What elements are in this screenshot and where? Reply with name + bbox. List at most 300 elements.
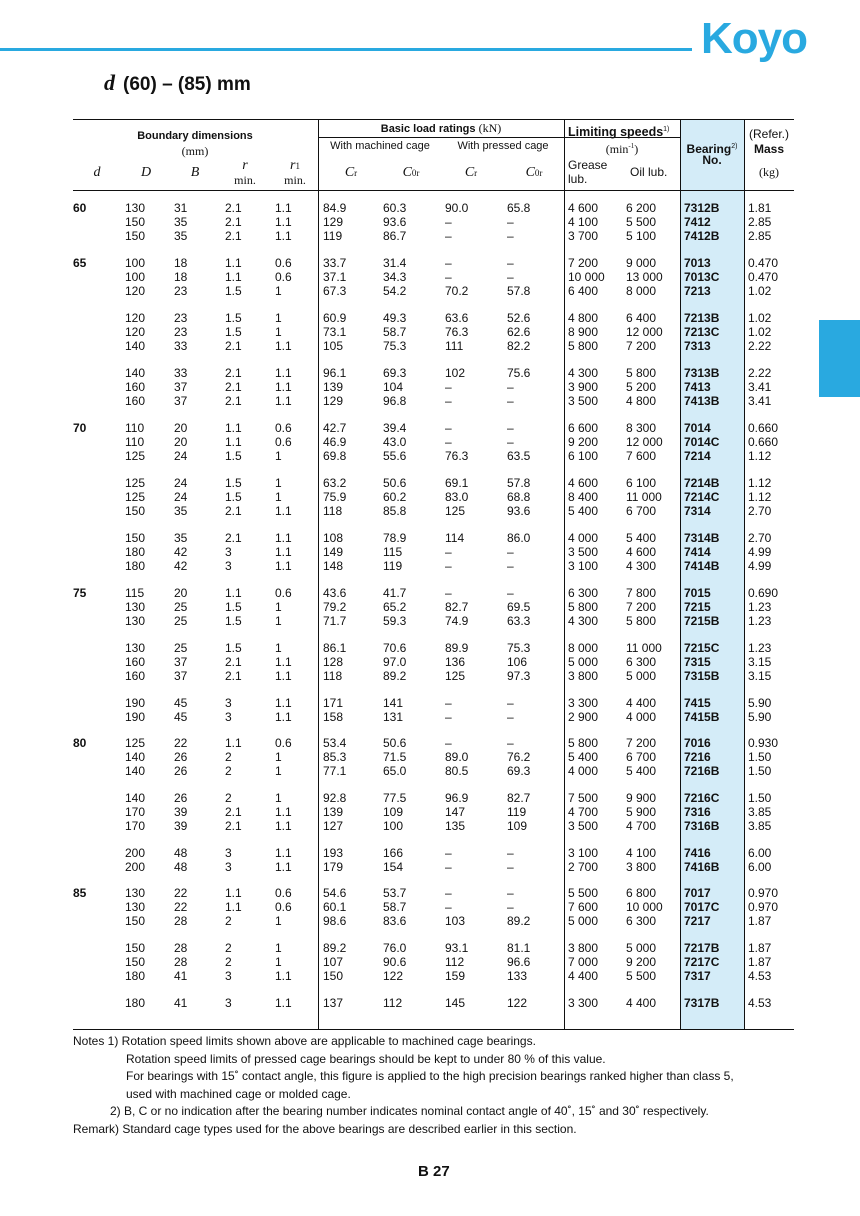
col-c0r-pressed: – — [507, 696, 514, 710]
col-cr-machined: 128 — [323, 654, 344, 669]
col-B: 42 — [174, 558, 188, 573]
col-cr-machined: 129 — [323, 214, 344, 229]
col-D: 160 — [125, 393, 146, 408]
col-c0r-pressed: 75.6 — [507, 366, 531, 380]
boundary-dimensions-header: Boundary dimensions — [137, 130, 253, 142]
col-cr-machined: 53.4 — [323, 736, 347, 750]
col-r: 1.5 — [225, 489, 242, 504]
col-mass: 1.12 — [748, 448, 772, 463]
col-c0r-machined: 49.3 — [383, 311, 407, 325]
col-oil-speed: 7 800 — [626, 586, 657, 600]
col-oil-speed: 5 000 — [626, 668, 657, 683]
table-row — [73, 861, 794, 875]
col-c0r-machined: 90.6 — [383, 954, 407, 969]
col-B: 37 — [174, 393, 188, 408]
col-cr-pressed: – — [445, 558, 452, 573]
col-r1: 1.1 — [275, 503, 292, 518]
col-r1: 1.1 — [275, 996, 292, 1010]
col-oil-speed: 4 400 — [626, 696, 657, 710]
table-row — [73, 285, 794, 299]
col-bearing-no: 7412B — [684, 228, 720, 243]
col-oil-speed: 13 000 — [626, 269, 663, 284]
col-oil-speed: 9 900 — [626, 791, 657, 805]
col-oil-speed: 5 000 — [626, 941, 657, 955]
col-c0r-machined: 122 — [383, 968, 404, 983]
col-cr-machined: 171 — [323, 696, 344, 710]
col-c0r-pressed: 96.6 — [507, 954, 531, 969]
brand-logo: Koyo — [701, 14, 807, 63]
col-B: 35 — [174, 228, 188, 243]
col-oil-speed: 6 300 — [626, 654, 657, 669]
row-group — [73, 202, 794, 243]
col-bearing-no: 7213C — [684, 324, 720, 339]
col-r1: 1 — [275, 763, 282, 778]
col-c0r-pressed: 82.2 — [507, 338, 531, 353]
col-c0r-pressed: – — [507, 421, 514, 435]
col-oil-speed: 7 200 — [626, 599, 657, 614]
col-r1: 0.6 — [275, 886, 292, 900]
col-r1: 1.1 — [275, 201, 292, 215]
col-bearing-no: 7414B — [684, 558, 720, 573]
col-cr-pressed: – — [445, 709, 452, 724]
col-D: 125 — [125, 448, 146, 463]
table-row — [73, 326, 794, 340]
note-line: 2) B, C or no indication after the bearing number indicates nominal contact angle of 40˚, 15˚ and 30˚ respectively. — [110, 1104, 709, 1118]
col-r1: 0.6 — [275, 586, 292, 600]
table-row — [73, 505, 794, 519]
col-r1: 1.1 — [275, 214, 292, 229]
col-oil-speed: 4 800 — [626, 393, 657, 408]
col-B: 22 — [174, 899, 188, 914]
col-c0r-machined: 83.6 — [383, 913, 407, 928]
col-cr-machined: 107 — [323, 954, 344, 969]
col-D: 180 — [125, 544, 146, 559]
col-mass: 2.70 — [748, 503, 772, 518]
col-bearing-no: 7415 — [684, 696, 711, 710]
col-r: 1.1 — [225, 269, 242, 284]
col-D: 200 — [125, 846, 146, 860]
table-row — [73, 450, 794, 464]
col-bearing-no: 7415B — [684, 709, 720, 724]
col-c0r-machined: 65.0 — [383, 763, 407, 778]
col-r1: 1 — [275, 941, 282, 955]
col-grease-speed: 4 000 — [568, 763, 599, 778]
col-D: 160 — [125, 654, 146, 669]
col-c0r-pressed: 63.5 — [507, 448, 531, 463]
col-r1: 1 — [275, 954, 282, 969]
col-mass: 0.690 — [748, 586, 779, 600]
col-r: 1.1 — [225, 736, 242, 750]
table-row — [73, 737, 794, 751]
col-r: 3 — [225, 996, 232, 1010]
col-D: 160 — [125, 379, 146, 394]
col-r: 1.1 — [225, 256, 242, 270]
col-B: 24 — [174, 476, 188, 490]
col-c0r-pressed: 89.2 — [507, 913, 531, 928]
col-r: 3 — [225, 846, 232, 860]
col-cr-machined: 139 — [323, 804, 344, 819]
col-bearing-no: 7317 — [684, 968, 711, 983]
col-c0r-pressed: 82.7 — [507, 791, 531, 805]
col-c0r-pressed: – — [507, 256, 514, 270]
col-B: 41 — [174, 968, 188, 983]
col-bearing-no: 7313 — [684, 338, 711, 353]
col-header-cr-pressed: Cr — [464, 165, 478, 180]
col-c0r-machined: 59.3 — [383, 613, 407, 628]
col-c0r-machined: 85.8 — [383, 503, 407, 518]
col-c0r-machined: 97.0 — [383, 654, 407, 669]
col-c0r-pressed: – — [507, 269, 514, 284]
col-oil-speed: 5 900 — [626, 804, 657, 819]
col-cr-pressed: 135 — [445, 818, 466, 833]
col-mass: 3.15 — [748, 654, 772, 669]
col-r1: 1 — [275, 311, 282, 325]
col-cr-machined: 149 — [323, 544, 344, 559]
table-row — [73, 601, 794, 615]
col-r1: 1 — [275, 791, 282, 805]
col-bearing-no: 7217C — [684, 954, 720, 969]
col-c0r-pressed: – — [507, 586, 514, 600]
col-r: 2 — [225, 913, 232, 928]
col-bearing-no: 7213B — [684, 311, 720, 325]
col-r: 1.1 — [225, 899, 242, 914]
col-cr-machined: 43.6 — [323, 586, 347, 600]
col-oil-speed: 6 400 — [626, 311, 657, 325]
col-B: 28 — [174, 913, 188, 928]
col-bearing-no: 7313B — [684, 366, 720, 380]
col-cr-pressed: 70.2 — [445, 283, 469, 298]
col-bearing-no: 7015 — [684, 586, 711, 600]
col-B: 23 — [174, 324, 188, 339]
col-cr-pressed: – — [445, 421, 452, 435]
col-cr-pressed: 96.9 — [445, 791, 469, 805]
col-cr-pressed: 90.0 — [445, 201, 469, 215]
row-group — [73, 737, 794, 778]
col-D: 140 — [125, 791, 146, 805]
col-bearing-no: 7215C — [684, 641, 720, 655]
col-r: 2.1 — [225, 338, 242, 353]
col-mass: 0.970 — [748, 886, 779, 900]
col-B: 18 — [174, 269, 188, 284]
col-cr-machined: 71.7 — [323, 613, 347, 628]
col-cr-machined: 96.1 — [323, 366, 347, 380]
col-mass: 4.99 — [748, 558, 772, 573]
col-mass: 1.50 — [748, 763, 772, 778]
table-row — [73, 436, 794, 450]
col-oil-speed: 6 700 — [626, 749, 657, 764]
col-cr-machined: 98.6 — [323, 913, 347, 928]
col-oil-speed: 8 000 — [626, 283, 657, 298]
col-cr-machined: 92.8 — [323, 791, 347, 805]
col-header-mass-unit: (kg) — [759, 165, 779, 179]
col-B: 23 — [174, 283, 188, 298]
table-row — [73, 901, 794, 915]
col-D: 160 — [125, 668, 146, 683]
col-cr-pressed: – — [445, 379, 452, 394]
col-B: 33 — [174, 366, 188, 380]
col-r1: 1.1 — [275, 379, 292, 394]
col-D: 180 — [125, 968, 146, 983]
col-cr-machined: 105 — [323, 338, 344, 353]
col-D: 115 — [125, 586, 145, 600]
col-c0r-machined: 60.2 — [383, 489, 407, 504]
col-B: 31 — [174, 201, 188, 215]
col-c0r-pressed: – — [507, 846, 514, 860]
row-group — [73, 367, 794, 408]
row-group — [73, 847, 794, 875]
table-row — [73, 915, 794, 929]
col-cr-pressed: 83.0 — [445, 489, 469, 504]
col-c0r-pressed: 122 — [507, 996, 528, 1010]
col-B: 22 — [174, 886, 188, 900]
col-B: 48 — [174, 846, 188, 860]
col-B: 26 — [174, 791, 188, 805]
col-B: 35 — [174, 214, 188, 229]
table-row — [73, 367, 794, 381]
col-r: 2 — [225, 954, 232, 969]
table-row — [73, 312, 794, 326]
col-r: 2.1 — [225, 654, 242, 669]
table-row — [73, 820, 794, 834]
col-grease-speed: 5 400 — [568, 503, 599, 518]
col-D: 100 — [125, 269, 146, 284]
col-r: 2.1 — [225, 366, 242, 380]
col-mass: 2.85 — [748, 228, 772, 243]
col-bearing-no: 7315B — [684, 668, 720, 683]
col-oil-speed: 4 000 — [626, 709, 657, 724]
col-grease-speed: 3 300 — [568, 696, 599, 710]
col-grease-speed: 5 800 — [568, 736, 599, 750]
col-cr-machined: 69.8 — [323, 448, 347, 463]
col-cr-machined: 60.9 — [323, 311, 347, 325]
col-grease-speed: 5 400 — [568, 749, 599, 764]
col-c0r-machined: 55.6 — [383, 448, 407, 463]
col-r: 3 — [225, 709, 232, 724]
col-mass: 2.22 — [748, 338, 772, 353]
col-mass: 3.85 — [748, 818, 772, 833]
col-B: 45 — [174, 696, 188, 710]
col-B: 45 — [174, 709, 188, 724]
col-B: 48 — [174, 859, 188, 874]
col-D: 120 — [125, 311, 146, 325]
col-cr-machined: 46.9 — [323, 434, 347, 449]
col-header-c0r-pressed: C0r — [525, 165, 543, 180]
col-B: 25 — [174, 599, 188, 614]
table-row — [73, 560, 794, 574]
col-mass: 1.23 — [748, 641, 772, 655]
col-d: 60 — [73, 201, 87, 215]
table-row — [73, 942, 794, 956]
limiting-speeds-unit: $(\min^{-1})$ — [605, 142, 639, 156]
col-grease-speed: 5 000 — [568, 654, 599, 669]
col-c0r-machined: 93.6 — [383, 214, 407, 229]
col-c0r-pressed: 93.6 — [507, 503, 531, 518]
col-grease-speed: 8 000 — [568, 641, 599, 655]
col-grease-speed: 4 700 — [568, 804, 599, 819]
col-mass: 2.85 — [748, 214, 772, 229]
col-grease-speed: 7 000 — [568, 954, 599, 969]
col-r: 2.1 — [225, 818, 242, 833]
col-mass: 6.00 — [748, 859, 772, 874]
col-oil-speed: 6 300 — [626, 913, 657, 928]
col-d: 80 — [73, 736, 87, 750]
col-bearing-no: 7216B — [684, 763, 720, 778]
col-r: 2.1 — [225, 668, 242, 683]
col-r1: 1.1 — [275, 544, 292, 559]
col-r1: 1.1 — [275, 696, 292, 710]
col-grease-speed: 5 800 — [568, 599, 599, 614]
col-cr-pressed: 76.3 — [445, 448, 469, 463]
col-oil-speed: 5 800 — [626, 613, 657, 628]
col-bearing-no: 7014 — [684, 421, 711, 435]
col-cr-pressed: 93.1 — [445, 941, 469, 955]
col-bearing-no: 7416B — [684, 859, 720, 874]
col-grease-speed: 3 100 — [568, 558, 599, 573]
col-D: 140 — [125, 763, 146, 778]
col-mass: 3.41 — [748, 379, 772, 394]
col-bearing-no: 7314 — [684, 503, 711, 518]
col-grease-speed: 3 800 — [568, 668, 599, 683]
col-r: 2.1 — [225, 379, 242, 394]
col-bearing-no: 7216C — [684, 791, 720, 805]
col-r: 3 — [225, 544, 232, 559]
col-r1: 1 — [275, 324, 282, 339]
col-grease-speed: 4 600 — [568, 476, 599, 490]
col-cr-machined: 89.2 — [323, 941, 347, 955]
col-cr-machined: 42.7 — [323, 421, 347, 435]
col-cr-pressed: 74.9 — [445, 613, 469, 628]
limiting-speeds-header: Limiting speeds$^{1)}$ — [568, 125, 670, 140]
col-c0r-pressed: – — [507, 434, 514, 449]
col-cr-machined: 119 — [323, 228, 343, 243]
col-cr-pressed: 159 — [445, 968, 466, 983]
col-oil-speed: 4 100 — [626, 846, 657, 860]
col-grease-speed: 6 100 — [568, 448, 599, 463]
table-row — [73, 887, 794, 901]
col-cr-pressed: 69.1 — [445, 476, 469, 490]
col-oil-speed: 6 100 — [626, 476, 657, 490]
table-row — [73, 395, 794, 409]
col-cr-machined: 79.2 — [323, 599, 347, 614]
col-cr-pressed: – — [445, 696, 452, 710]
col-cr-machined: 54.6 — [323, 886, 347, 900]
col-D: 150 — [125, 954, 146, 969]
col-oil-speed: 10 000 — [626, 899, 663, 914]
col-D: 125 — [125, 476, 146, 490]
col-cr-pressed: 82.7 — [445, 599, 469, 614]
col-r1: 1 — [275, 489, 282, 504]
col-D: 150 — [125, 941, 146, 955]
col-B: 28 — [174, 941, 188, 955]
col-grease-speed: 3 800 — [568, 941, 599, 955]
col-B: 23 — [174, 311, 188, 325]
col-header-cr-machined: Cr — [344, 165, 358, 180]
col-mass: 1.50 — [748, 791, 772, 805]
col-c0r-machined: 131 — [383, 709, 404, 724]
col-oil-speed: 4 600 — [626, 544, 657, 559]
col-r: 1.5 — [225, 448, 242, 463]
col-c0r-pressed: 76.2 — [507, 749, 531, 764]
col-c0r-machined: 43.0 — [383, 434, 407, 449]
col-B: 20 — [174, 434, 188, 449]
col-c0r-pressed: 81.1 — [507, 941, 531, 955]
col-mass: 1.87 — [748, 913, 772, 928]
col-bearing-no: 7413 — [684, 379, 711, 394]
col-cr-pressed: 80.5 — [445, 763, 469, 778]
col-cr-pressed: – — [445, 544, 452, 559]
col-r: 1.5 — [225, 641, 242, 655]
col-bearing-no: 7416 — [684, 846, 711, 860]
section-side-tab — [819, 320, 860, 397]
col-grease-speed: 4 400 — [568, 968, 599, 983]
col-grease-speed: 3 300 — [568, 996, 599, 1010]
row-group — [73, 477, 794, 518]
table-row — [73, 792, 794, 806]
title-range: (60) – (85) mm — [123, 74, 251, 95]
row-group — [73, 792, 794, 833]
col-c0r-pressed: 75.3 — [507, 641, 531, 655]
table-row — [73, 656, 794, 670]
table-row — [73, 711, 794, 725]
note-line: Rotation speed limits of pressed cage bearings should be kept to under 80 % of this value. — [126, 1051, 606, 1066]
col-grease-speed: 10 000 — [568, 269, 605, 284]
col-bearing-no: 7216 — [684, 749, 711, 764]
col-oil-speed: 5 400 — [626, 531, 657, 545]
col-r: 2 — [225, 791, 232, 805]
col-bearing-no: 7213 — [684, 283, 711, 298]
col-mass: 4.53 — [748, 996, 772, 1010]
row-group — [73, 697, 794, 725]
col-B: 24 — [174, 448, 188, 463]
col-cr-machined: 118 — [323, 503, 343, 518]
col-bearing-no: 7215B — [684, 613, 720, 628]
col-r: 3 — [225, 859, 232, 874]
col-c0r-pressed: – — [507, 899, 514, 914]
col-grease-speed: 4 000 — [568, 531, 599, 545]
col-cr-machined: 150 — [323, 968, 344, 983]
col-c0r-machined: 96.8 — [383, 393, 407, 408]
col-d: 85 — [73, 886, 87, 900]
col-r: 1.5 — [225, 599, 242, 614]
col-r: 2.1 — [225, 214, 242, 229]
col-cr-pressed: – — [445, 736, 452, 750]
col-oil-speed: 4 400 — [626, 996, 657, 1010]
col-grease-speed: 7 200 — [568, 256, 599, 270]
col-cr-pressed: 89.0 — [445, 749, 469, 764]
col-bearing-no: 7214B — [684, 476, 720, 490]
row-group — [73, 997, 794, 1011]
col-cr-pressed: 114 — [445, 531, 465, 545]
col-cr-machined: 148 — [323, 558, 344, 573]
col-cr-pressed: 76.3 — [445, 324, 469, 339]
col-c0r-machined: 115 — [383, 544, 403, 559]
col-r1: 1 — [275, 749, 282, 764]
col-cr-machined: 73.1 — [323, 324, 347, 339]
col-oil-speed: 5 800 — [626, 366, 657, 380]
col-D: 150 — [125, 531, 146, 545]
col-D: 125 — [125, 736, 146, 750]
col-mass: 5.90 — [748, 709, 772, 724]
col-header-r1-min: min. — [284, 173, 306, 187]
col-bearing-no: 7013C — [684, 269, 720, 284]
table-row — [73, 546, 794, 560]
col-D: 130 — [125, 613, 146, 628]
col-r1: 0.6 — [275, 269, 292, 284]
col-c0r-machined: 154 — [383, 859, 404, 874]
table-row — [73, 587, 794, 601]
col-oil-speed: 4 700 — [626, 818, 657, 833]
col-r: 1.5 — [225, 311, 242, 325]
